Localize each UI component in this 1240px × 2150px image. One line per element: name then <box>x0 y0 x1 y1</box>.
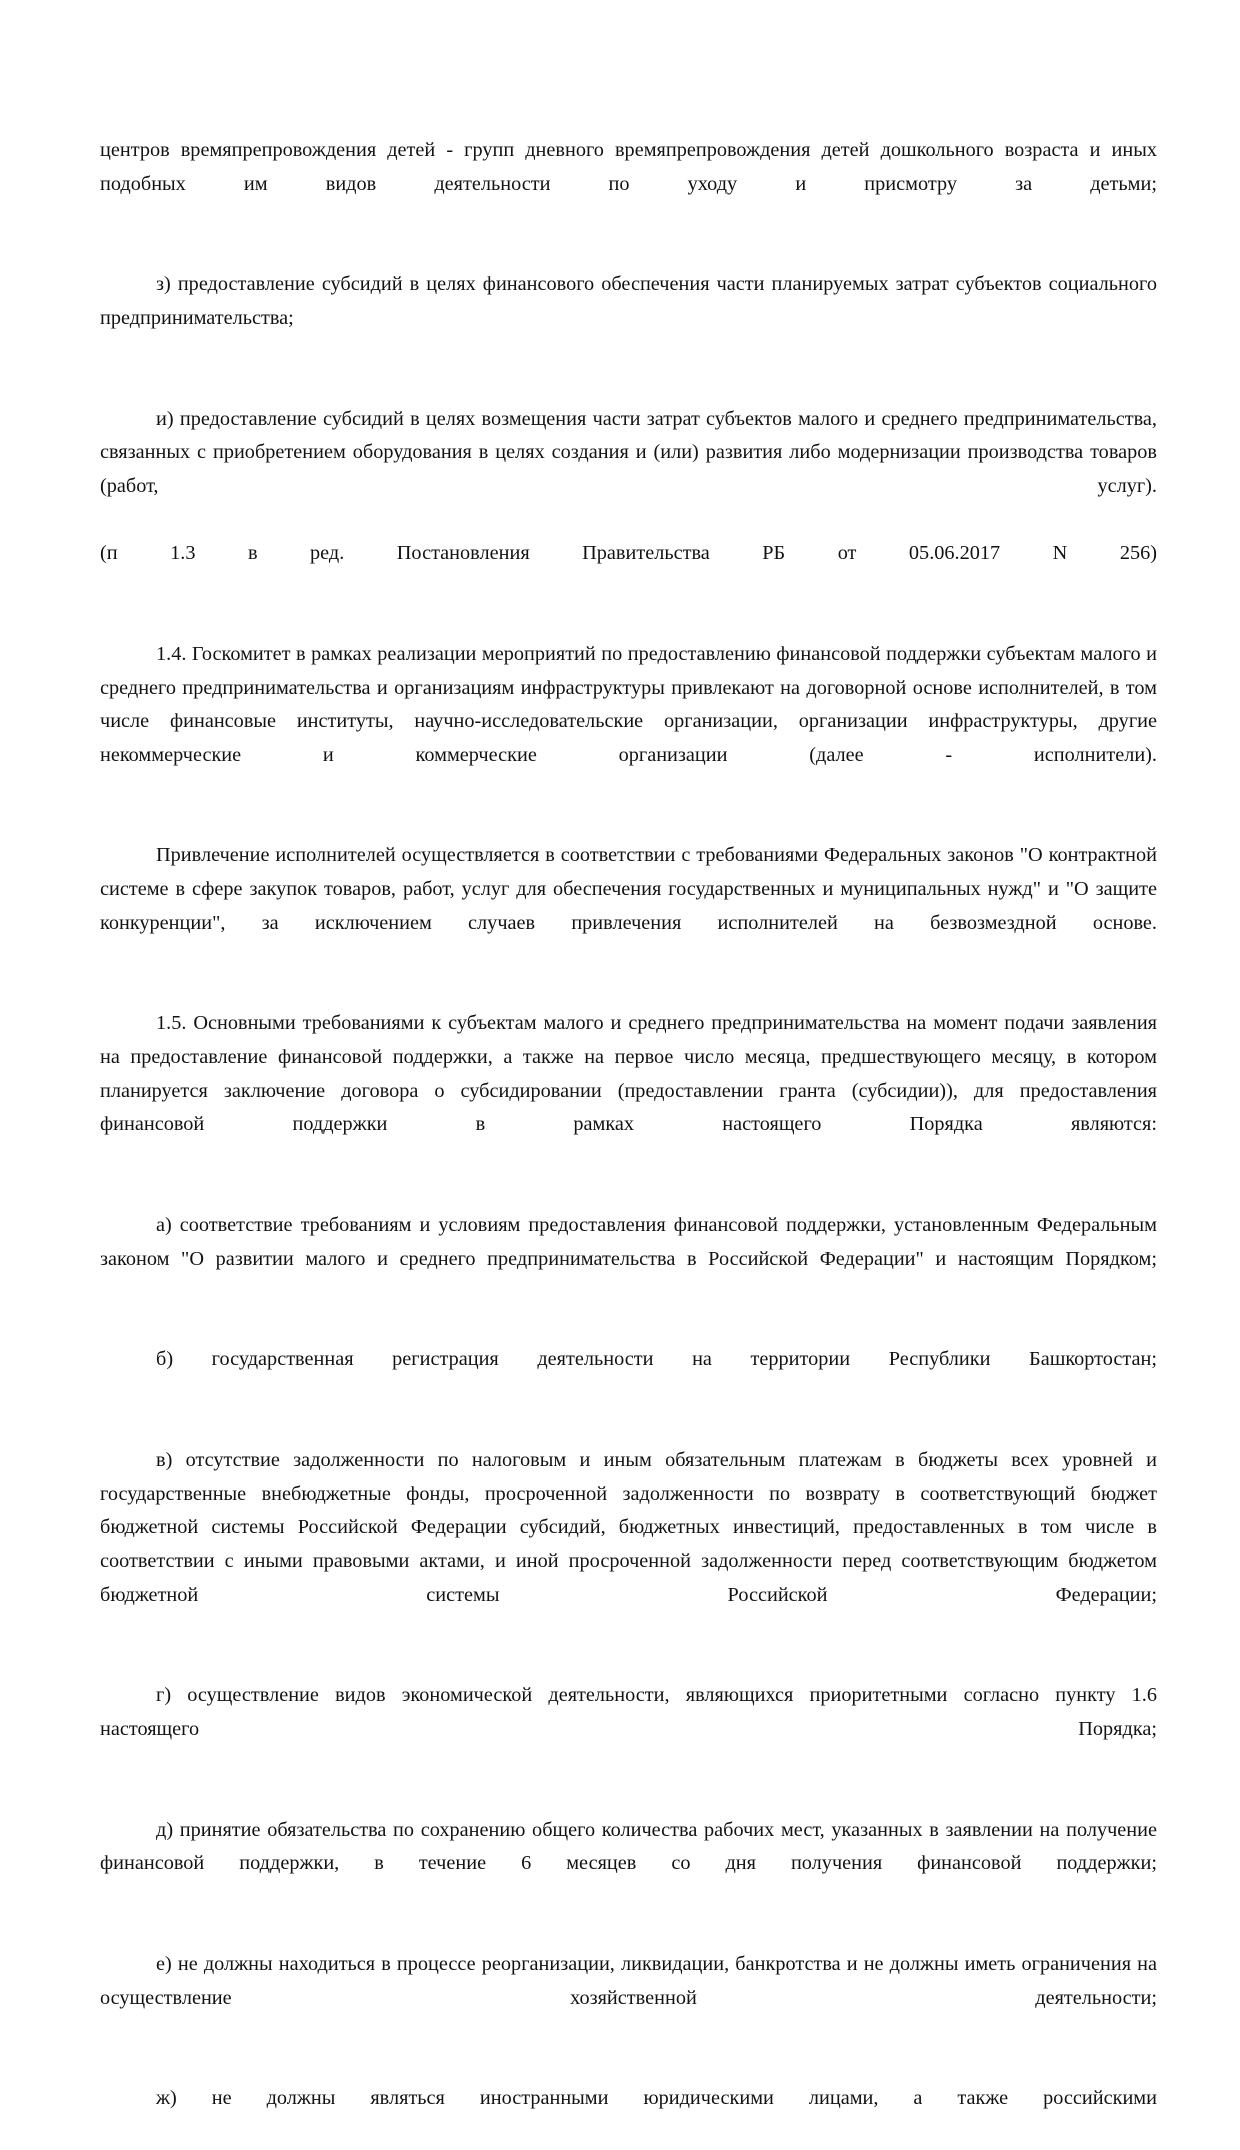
paragraph-item-g: г) осуществление видов экономической деятельности, являющихся приоритетными согласно пункту 1.6 настоящего Порядка; <box>100 1684 1157 1740</box>
paragraph-spacer <box>100 604 1157 638</box>
document-body <box>100 134 1157 2150</box>
paragraph-spacer <box>100 1175 1157 1209</box>
paragraph-item-v: в) отсутствие задолженности по налоговым и иным обязательным платежам в бюджеты всех уровней и государственные внебюджетные фонды, просроченной задолженности по возврату в соответствующий бюджет бюджетной системы Российской Федерации субсидий, бюджетных инвестиций, предоставленных в том числе в соответствии с иными правовыми актами, и иной просроченной задолженности перед соответствующим бюджетом бюджетной системы Российской Федерации; <box>100 1449 1157 1606</box>
paragraph-spacer <box>100 2049 1157 2083</box>
paragraph-contractors-procurement: Привлечение исполнителей осуществляется в соответствии с требованиями Федеральных законов "О контрактной системе в сфере закупок товаров, работ, услуг для обеспечения государственных и муниципальных нужд" и "О защите конкуренции", за исключением случаев привлечения исполнителей на безвозмездной основе. <box>100 844 1157 934</box>
paragraph-continuation-centers: центров времяпрепровождения детей - групп дневного времяпрепровождения детей дошкольного возраста и иных подобных им видов деятельности по уходу и присмотру за детьми; <box>100 139 1157 195</box>
paragraph-clause-1-4: 1.4. Госкомитет в рамках реализации мероприятий по предоставлению финансовой поддержки субъектам малого и среднего предпринимательства и организациям инфраструктуры привлекают на договорной основе исполнителей, в том числе финансовые институты, научно-исследовательские организации, организации инфраструктуры, другие некоммерческие и коммерческие организации (далее - исполнители). <box>100 642 1157 766</box>
paragraph-spacer <box>100 235 1157 269</box>
paragraph-item-z: з) предоставление субсидий в целях финансового обеспечения части планируемых затрат субъектов социального предпринимательства; <box>100 273 1157 329</box>
paragraph-clause-1-5: 1.5. Основными требованиями к субъектам малого и среднего предпринимательства на момент подачи заявления на предоставление финансовой поддержки, а также на первое число месяца, предшествующего месяцу, в котором планируется заключение договора о субсидировании (предоставлении гранта (субсидии)), для предоставления финансовой поддержки в рамках настоящего Порядка являются: <box>100 1012 1157 1136</box>
paragraph-amendment-note-1-3: (п 1.3 в ред. Постановления Правительства РБ от 05.06.2017 N 256) <box>100 542 1157 565</box>
paragraph-spacer <box>100 1780 1157 1814</box>
paragraph-spacer <box>100 1914 1157 1948</box>
paragraph-spacer <box>100 1646 1157 1680</box>
paragraph-spacer <box>100 369 1157 403</box>
paragraph-spacer <box>100 1310 1157 1344</box>
paragraph-spacer <box>100 974 1157 1008</box>
paragraph-item-zh: ж) не должны являться иностранными юридическими лицами, а также российскими <box>156 2087 1157 2110</box>
paragraph-item-e: е) не должны находиться в процессе реорганизации, ликвидации, банкротства и не должны иметь ограничения на осуществление хозяйственной деятельности; <box>100 1953 1157 2009</box>
paragraph-item-b: б) государственная регистрация деятельности на территории Республики Башкортостан; <box>156 1348 1157 1371</box>
paragraph-item-i: и) предоставление субсидий в целях возмещения части затрат субъектов малого и среднего предпринимательства, связанных с приобретением оборудования в целях создания и (или) развития либо модернизации производства товаров (работ, услуг). <box>100 407 1157 497</box>
paragraph-item-d: д) принятие обязательства по сохранению общего количества рабочих мест, указанных в заявлении на получение финансовой поддержки, в течение 6 месяцев со дня получения финансовой поддержки; <box>100 1818 1157 1875</box>
paragraph-spacer <box>100 1411 1157 1445</box>
paragraph-spacer <box>100 806 1157 840</box>
paragraph-item-a: а) соответствие требованиям и условиям предоставления финансовой поддержки, установленным Федеральным законом "О развитии малого и среднего предпринимательства в Российской Федерации" и настоящим Порядком; <box>100 1214 1157 1270</box>
